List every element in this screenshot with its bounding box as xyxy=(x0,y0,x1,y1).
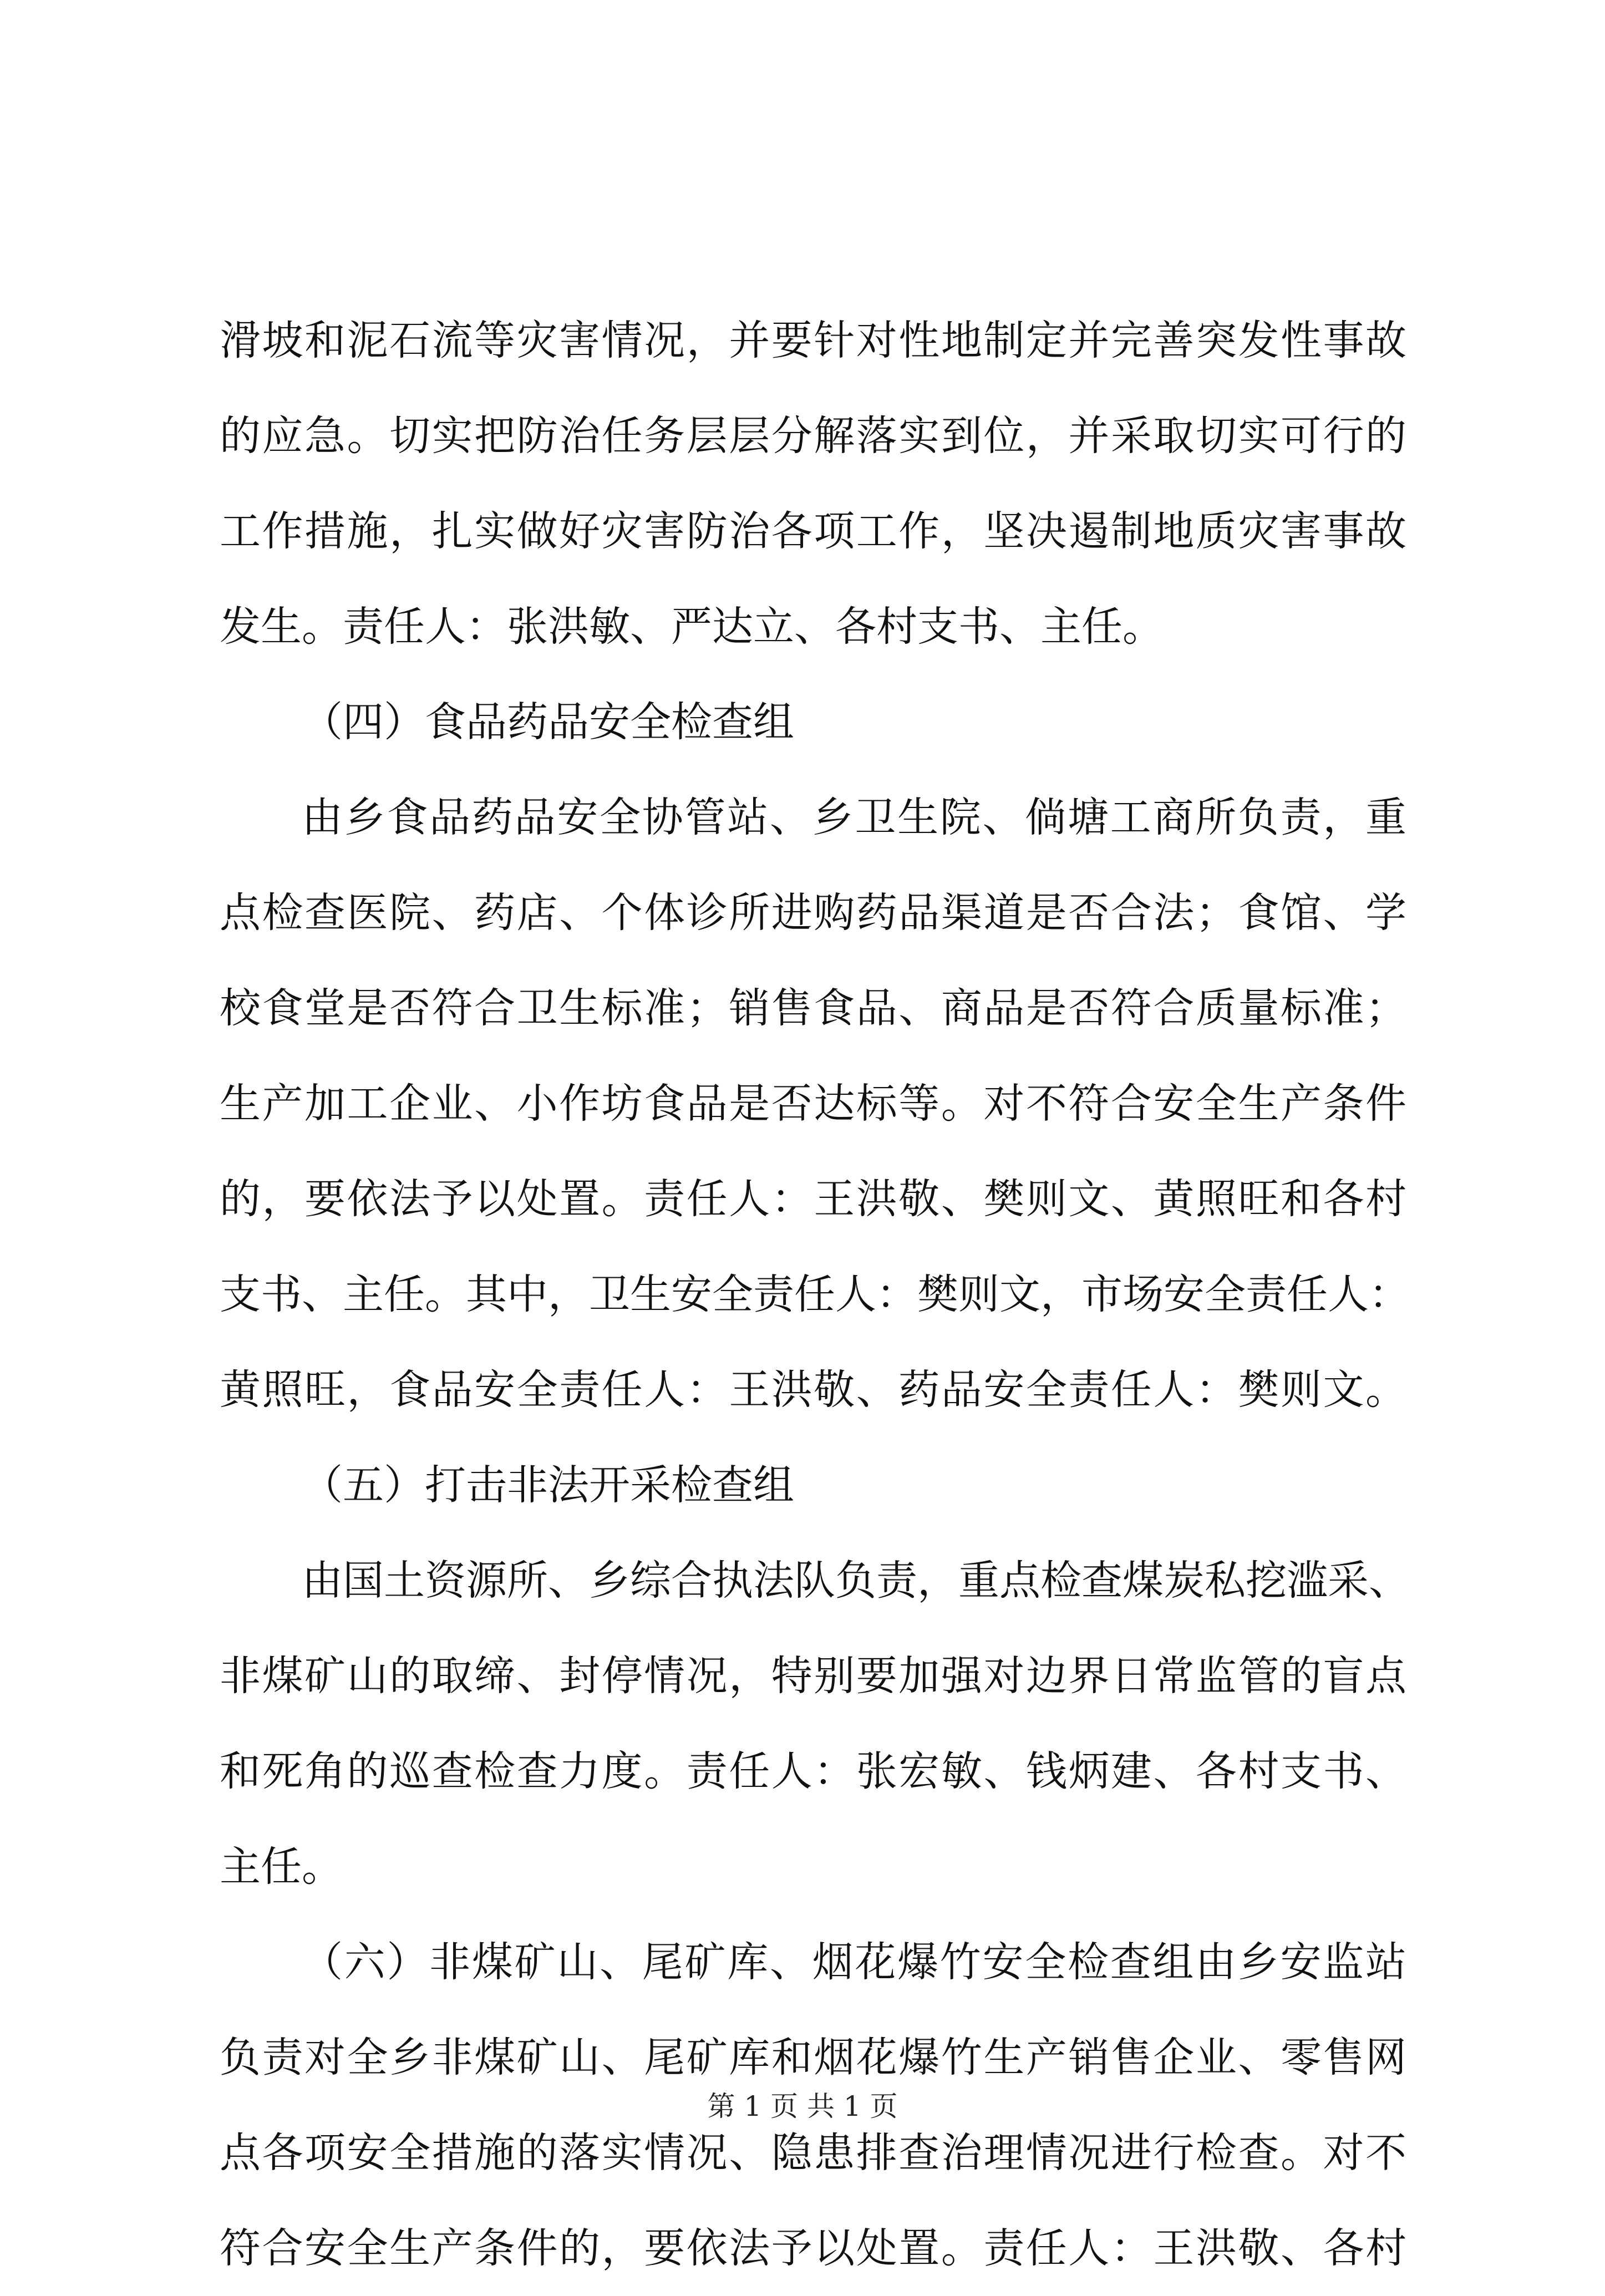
text-line: 校食堂是否符合卫生标准；销售食品、商品是否符合质量标准； xyxy=(220,984,1406,1032)
text-line: 负责对全乡非煤矿山、尾矿库和烟花爆竹生产销售企业、零售网 xyxy=(220,2034,1406,2081)
text-line: 主任。 xyxy=(220,1843,343,1891)
page-number-footer: 第 1 页 共 1 页 xyxy=(707,2090,898,2122)
text-line: 点各项安全措施的落实情况、隐患排查治理情况进行检查。对不 xyxy=(220,2129,1406,2177)
text-line: 发生。责任人：张洪敏、严达立、各村支书、主任。 xyxy=(220,603,1164,651)
text-line: 滑坡和泥石流等灾害情况，并要针对性地制定并完善突发性事故 xyxy=(220,317,1406,364)
section-heading-four: （四）食品药品安全检查组 xyxy=(302,698,794,746)
text-line: 生产加工企业、小作坊食品是否达标等。对不符合安全生产条件 xyxy=(220,1080,1406,1127)
text-line: 的应急。切实把防治任务层层分解落实到位，并采取切实可行的 xyxy=(220,412,1406,460)
text-line: 非煤矿山的取缔、封停情况，特别要加强对边界日常监管的盲点 xyxy=(220,1652,1406,1700)
text-line: 工作措施，扎实做好灾害防治各项工作，坚决遏制地质灾害事故 xyxy=(220,507,1406,555)
text-line: 的，要依法予以处置。责任人：王洪敬、樊则文、黄照旺和各村 xyxy=(220,1175,1406,1223)
text-line: 支书、主任。其中，卫生安全责任人：樊则文，市场安全责任人： xyxy=(220,1271,1410,1318)
text-line: 黄照旺，食品安全责任人：王洪敬、药品安全责任人：樊则文。 xyxy=(220,1366,1406,1414)
text-line: 点检查医院、药店、个体诊所进购药品渠道是否合法；食馆、学 xyxy=(220,889,1406,937)
section-heading-five: （五）打击非法开采检查组 xyxy=(302,1461,794,1509)
text-line: 由乡食品药品安全协管站、乡卫生院、倘塘工商所负责，重 xyxy=(302,794,1406,841)
document-body xyxy=(220,293,1410,2296)
section-heading-six: （六）非煤矿山、尾矿库、烟花爆竹安全检查组由乡安监站 xyxy=(302,1938,1406,1986)
text-line: 和死角的巡查检查力度。责任人：张宏敏、钱炳建、各村支书、 xyxy=(220,1748,1406,1795)
text-line: 符合安全生产条件的，要依法予以处置。责任人：王洪敬、各村 xyxy=(220,2224,1406,2272)
text-line: 由国土资源所、乡综合执法队负责，重点检查煤炭私挖滥采、 xyxy=(302,1557,1410,1604)
